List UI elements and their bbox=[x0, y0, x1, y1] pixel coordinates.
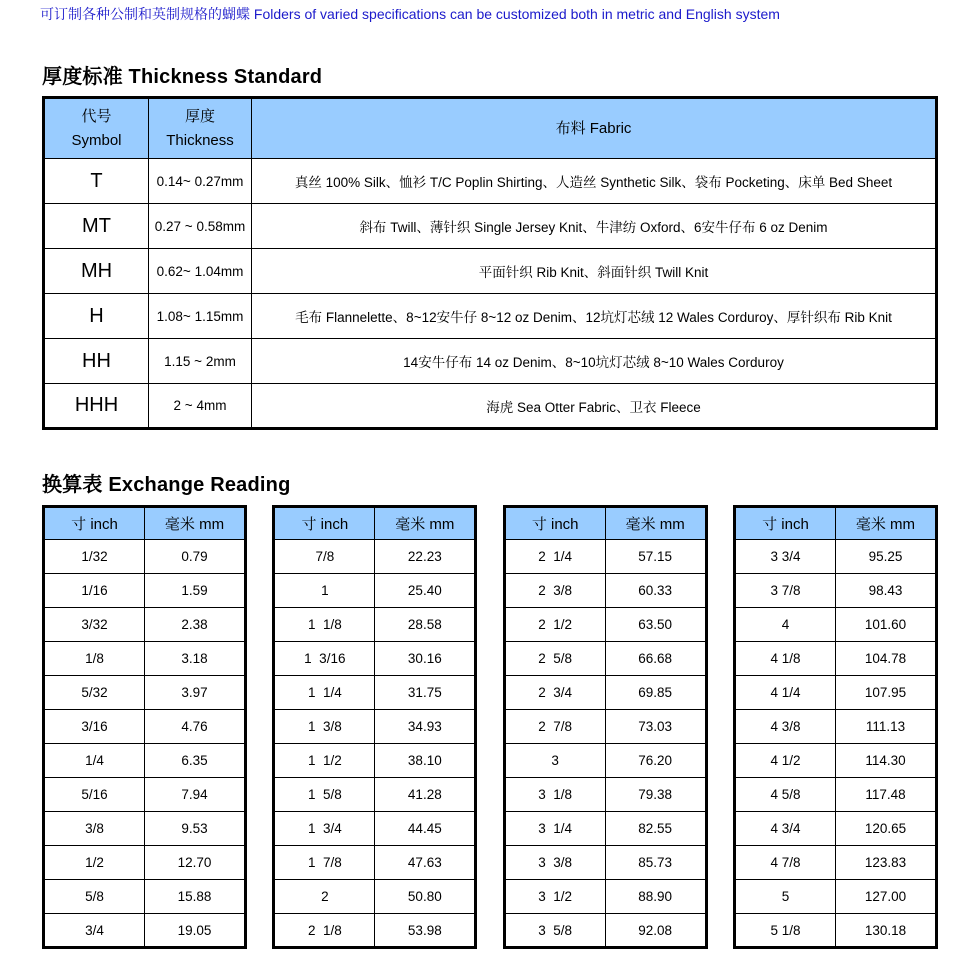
thickness-cell: 2 ~ 4mm bbox=[149, 384, 252, 429]
inch-cell: 3 5/8 bbox=[504, 914, 605, 948]
exchange-row bbox=[274, 880, 476, 914]
mm-cell: 47.63 bbox=[375, 846, 476, 880]
exchange-row bbox=[504, 914, 706, 948]
exchange-row bbox=[44, 574, 246, 608]
mm-cell: 19.05 bbox=[145, 914, 246, 948]
exchange-header-row bbox=[274, 507, 476, 540]
thickness-section-title: 厚度标准 Thickness Standard bbox=[42, 66, 323, 88]
mm-column-header: 毫米 mm bbox=[605, 507, 706, 540]
mm-cell: 79.38 bbox=[605, 778, 706, 812]
exchange-row bbox=[504, 676, 706, 710]
exchange-row bbox=[274, 676, 476, 710]
mm-column-header: 毫米 mm bbox=[835, 507, 936, 540]
exchange-row bbox=[44, 540, 246, 574]
mm-cell: 6.35 bbox=[145, 744, 246, 778]
thickness-row bbox=[44, 339, 937, 384]
exchange-tables bbox=[42, 505, 938, 949]
inch-cell: 1 bbox=[274, 574, 375, 608]
inch-cell: 4 1/8 bbox=[734, 642, 835, 676]
inch-cell: 1/8 bbox=[44, 642, 145, 676]
thickness-cell: 0.14~ 0.27mm bbox=[149, 159, 252, 204]
exchange-row bbox=[274, 710, 476, 744]
inch-cell: 3 1/2 bbox=[504, 880, 605, 914]
exchange-row bbox=[504, 812, 706, 846]
mm-cell: 123.83 bbox=[835, 846, 936, 880]
mm-cell: 34.93 bbox=[375, 710, 476, 744]
inch-cell: 1 3/8 bbox=[274, 710, 375, 744]
mm-cell: 82.55 bbox=[605, 812, 706, 846]
exchange-row bbox=[504, 540, 706, 574]
inch-cell: 5 1/8 bbox=[734, 914, 835, 948]
mm-cell: 3.18 bbox=[145, 642, 246, 676]
exchange-row bbox=[504, 574, 706, 608]
exchange-row bbox=[274, 812, 476, 846]
fabric-column-header: 布料 Fabric bbox=[252, 98, 937, 159]
inch-cell: 2 7/8 bbox=[504, 710, 605, 744]
mm-cell: 114.30 bbox=[835, 744, 936, 778]
exchange-row bbox=[274, 540, 476, 574]
inch-cell: 7/8 bbox=[274, 540, 375, 574]
thickness-table bbox=[42, 96, 938, 430]
mm-cell: 101.60 bbox=[835, 608, 936, 642]
top-note: 可订制各种公制和英制规格的蝴蝶 Folders of varied specifications can be customized both in metric and English system bbox=[40, 6, 780, 22]
inch-column-header: 寸 inch bbox=[44, 507, 145, 540]
exchange-row bbox=[44, 710, 246, 744]
thickness-row bbox=[44, 159, 937, 204]
inch-cell: 2 5/8 bbox=[504, 642, 605, 676]
mm-cell: 92.08 bbox=[605, 914, 706, 948]
mm-cell: 107.95 bbox=[835, 676, 936, 710]
mm-cell: 31.75 bbox=[375, 676, 476, 710]
exchange-table-2 bbox=[272, 505, 477, 949]
inch-column-header: 寸 inch bbox=[274, 507, 375, 540]
mm-column-header: 毫米 mm bbox=[375, 507, 476, 540]
mm-cell: 41.28 bbox=[375, 778, 476, 812]
inch-cell: 1 1/2 bbox=[274, 744, 375, 778]
symbol-cell: HH bbox=[44, 339, 149, 384]
exchange-row bbox=[734, 574, 936, 608]
mm-cell: 15.88 bbox=[145, 880, 246, 914]
mm-cell: 66.68 bbox=[605, 642, 706, 676]
mm-cell: 130.18 bbox=[835, 914, 936, 948]
thickness-cell: 1.15 ~ 2mm bbox=[149, 339, 252, 384]
inch-cell: 3/4 bbox=[44, 914, 145, 948]
exchange-table-3 bbox=[503, 505, 708, 949]
mm-cell: 98.43 bbox=[835, 574, 936, 608]
exchange-row bbox=[734, 540, 936, 574]
mm-cell: 73.03 bbox=[605, 710, 706, 744]
exchange-row bbox=[274, 778, 476, 812]
inch-cell: 5 bbox=[734, 880, 835, 914]
inch-cell: 1 5/8 bbox=[274, 778, 375, 812]
exchange-row bbox=[274, 574, 476, 608]
mm-cell: 85.73 bbox=[605, 846, 706, 880]
exchange-row bbox=[504, 846, 706, 880]
thickness-header-cn: 厚度 bbox=[184, 108, 215, 126]
symbol-cell: H bbox=[44, 294, 149, 339]
mm-cell: 0.79 bbox=[145, 540, 246, 574]
inch-column-header: 寸 inch bbox=[734, 507, 835, 540]
inch-cell: 3/32 bbox=[44, 608, 145, 642]
inch-cell: 1/16 bbox=[44, 574, 145, 608]
mm-cell: 50.80 bbox=[375, 880, 476, 914]
exchange-row bbox=[734, 914, 936, 948]
fabric-cell: 14安牛仔布 14 oz Denim、8~10坑灯芯绒 8~10 Wales Corduroy bbox=[252, 339, 937, 384]
exchange-row bbox=[44, 744, 246, 778]
mm-cell: 12.70 bbox=[145, 846, 246, 880]
symbol-cell: T bbox=[44, 159, 149, 204]
mm-cell: 69.85 bbox=[605, 676, 706, 710]
symbol-column-header bbox=[44, 98, 149, 159]
exchange-row bbox=[504, 642, 706, 676]
exchange-section-title: 换算表 Exchange Reading bbox=[42, 474, 291, 496]
inch-cell: 1 3/4 bbox=[274, 812, 375, 846]
exchange-row bbox=[504, 744, 706, 778]
thickness-header-row bbox=[44, 98, 937, 159]
exchange-row bbox=[44, 676, 246, 710]
thickness-cell: 0.27 ~ 0.58mm bbox=[149, 204, 252, 249]
thickness-cell: 1.08~ 1.15mm bbox=[149, 294, 252, 339]
symbol-cell: MH bbox=[44, 249, 149, 294]
inch-cell: 2 3/8 bbox=[504, 574, 605, 608]
inch-cell: 1 1/4 bbox=[274, 676, 375, 710]
exchange-row bbox=[734, 812, 936, 846]
thickness-cell: 0.62~ 1.04mm bbox=[149, 249, 252, 294]
inch-cell: 2 1/4 bbox=[504, 540, 605, 574]
inch-cell: 2 bbox=[274, 880, 375, 914]
exchange-row bbox=[44, 778, 246, 812]
inch-cell: 3 3/4 bbox=[734, 540, 835, 574]
inch-cell: 3/16 bbox=[44, 710, 145, 744]
exchange-row bbox=[274, 744, 476, 778]
fabric-cell: 斜布 Twill、薄针织 Single Jersey Knit、牛津纺 Oxford、6安牛仔布 6 oz Denim bbox=[252, 204, 937, 249]
exchange-row bbox=[734, 676, 936, 710]
exchange-row bbox=[734, 778, 936, 812]
inch-cell: 1/32 bbox=[44, 540, 145, 574]
symbol-header-en: Symbol bbox=[71, 131, 122, 149]
mm-cell: 60.33 bbox=[605, 574, 706, 608]
inch-cell: 2 3/4 bbox=[504, 676, 605, 710]
symbol-header-cn: 代号 bbox=[81, 108, 112, 126]
exchange-row bbox=[504, 710, 706, 744]
thickness-row bbox=[44, 294, 937, 339]
mm-cell: 76.20 bbox=[605, 744, 706, 778]
inch-cell: 2 1/2 bbox=[504, 608, 605, 642]
inch-cell: 4 1/2 bbox=[734, 744, 835, 778]
mm-cell: 9.53 bbox=[145, 812, 246, 846]
exchange-row bbox=[734, 642, 936, 676]
inch-cell: 1 7/8 bbox=[274, 846, 375, 880]
exchange-row bbox=[44, 846, 246, 880]
fabric-cell: 真丝 100% Silk、恤衫 T/C Poplin Shirting、人造丝 Synthetic Silk、袋布 Pocketing、床单 Bed Sheet bbox=[252, 159, 937, 204]
mm-cell: 38.10 bbox=[375, 744, 476, 778]
inch-cell: 3 bbox=[504, 744, 605, 778]
exchange-header-row bbox=[504, 507, 706, 540]
mm-cell: 7.94 bbox=[145, 778, 246, 812]
mm-cell: 95.25 bbox=[835, 540, 936, 574]
inch-cell: 4 3/4 bbox=[734, 812, 835, 846]
inch-cell: 3 7/8 bbox=[734, 574, 835, 608]
exchange-row bbox=[44, 880, 246, 914]
mm-cell: 2.38 bbox=[145, 608, 246, 642]
inch-cell: 5/32 bbox=[44, 676, 145, 710]
exchange-row bbox=[274, 846, 476, 880]
inch-cell: 4 5/8 bbox=[734, 778, 835, 812]
inch-cell: 5/16 bbox=[44, 778, 145, 812]
thickness-column-header bbox=[149, 98, 252, 159]
inch-cell: 4 7/8 bbox=[734, 846, 835, 880]
inch-cell: 5/8 bbox=[44, 880, 145, 914]
inch-cell: 1 1/8 bbox=[274, 608, 375, 642]
mm-cell: 104.78 bbox=[835, 642, 936, 676]
thickness-row bbox=[44, 204, 937, 249]
exchange-row bbox=[504, 778, 706, 812]
mm-cell: 88.90 bbox=[605, 880, 706, 914]
mm-column-header: 毫米 mm bbox=[145, 507, 246, 540]
exchange-row bbox=[44, 914, 246, 948]
exchange-table-1 bbox=[42, 505, 247, 949]
exchange-header-row bbox=[734, 507, 936, 540]
exchange-row bbox=[504, 608, 706, 642]
exchange-row bbox=[274, 608, 476, 642]
symbol-cell: HHH bbox=[44, 384, 149, 429]
symbol-cell: MT bbox=[44, 204, 149, 249]
mm-cell: 57.15 bbox=[605, 540, 706, 574]
inch-cell: 4 3/8 bbox=[734, 710, 835, 744]
inch-cell: 2 1/8 bbox=[274, 914, 375, 948]
inch-cell: 1/4 bbox=[44, 744, 145, 778]
exchange-row bbox=[274, 914, 476, 948]
exchange-row bbox=[734, 608, 936, 642]
exchange-row bbox=[734, 846, 936, 880]
mm-cell: 117.48 bbox=[835, 778, 936, 812]
mm-cell: 120.65 bbox=[835, 812, 936, 846]
thickness-row bbox=[44, 384, 937, 429]
exchange-row bbox=[734, 710, 936, 744]
inch-cell: 3 3/8 bbox=[504, 846, 605, 880]
exchange-row bbox=[44, 642, 246, 676]
exchange-row bbox=[44, 812, 246, 846]
mm-cell: 111.13 bbox=[835, 710, 936, 744]
mm-cell: 63.50 bbox=[605, 608, 706, 642]
exchange-row bbox=[44, 608, 246, 642]
inch-cell: 3/8 bbox=[44, 812, 145, 846]
fabric-cell: 海虎 Sea Otter Fabric、卫衣 Fleece bbox=[252, 384, 937, 429]
inch-cell: 4 1/4 bbox=[734, 676, 835, 710]
inch-cell: 4 bbox=[734, 608, 835, 642]
mm-cell: 53.98 bbox=[375, 914, 476, 948]
fabric-cell: 毛布 Flannelette、8~12安牛仔 8~12 oz Denim、12坑灯芯绒 12 Wales Corduroy、厚针织布 Rib Knit bbox=[252, 294, 937, 339]
exchange-row bbox=[734, 744, 936, 778]
inch-cell: 1/2 bbox=[44, 846, 145, 880]
inch-cell: 3 1/8 bbox=[504, 778, 605, 812]
exchange-row bbox=[274, 642, 476, 676]
mm-cell: 30.16 bbox=[375, 642, 476, 676]
mm-cell: 3.97 bbox=[145, 676, 246, 710]
inch-cell: 1 3/16 bbox=[274, 642, 375, 676]
mm-cell: 44.45 bbox=[375, 812, 476, 846]
exchange-table-4 bbox=[733, 505, 938, 949]
exchange-row bbox=[734, 880, 936, 914]
mm-cell: 28.58 bbox=[375, 608, 476, 642]
exchange-header-row bbox=[44, 507, 246, 540]
mm-cell: 4.76 bbox=[145, 710, 246, 744]
exchange-row bbox=[504, 880, 706, 914]
mm-cell: 25.40 bbox=[375, 574, 476, 608]
thickness-table-body bbox=[44, 159, 937, 429]
thickness-row bbox=[44, 249, 937, 294]
thickness-header-en: Thickness bbox=[166, 131, 234, 149]
mm-cell: 1.59 bbox=[145, 574, 246, 608]
fabric-cell: 平面针织 Rib Knit、斜面针织 Twill Knit bbox=[252, 249, 937, 294]
inch-cell: 3 1/4 bbox=[504, 812, 605, 846]
mm-cell: 22.23 bbox=[375, 540, 476, 574]
inch-column-header: 寸 inch bbox=[504, 507, 605, 540]
mm-cell: 127.00 bbox=[835, 880, 936, 914]
